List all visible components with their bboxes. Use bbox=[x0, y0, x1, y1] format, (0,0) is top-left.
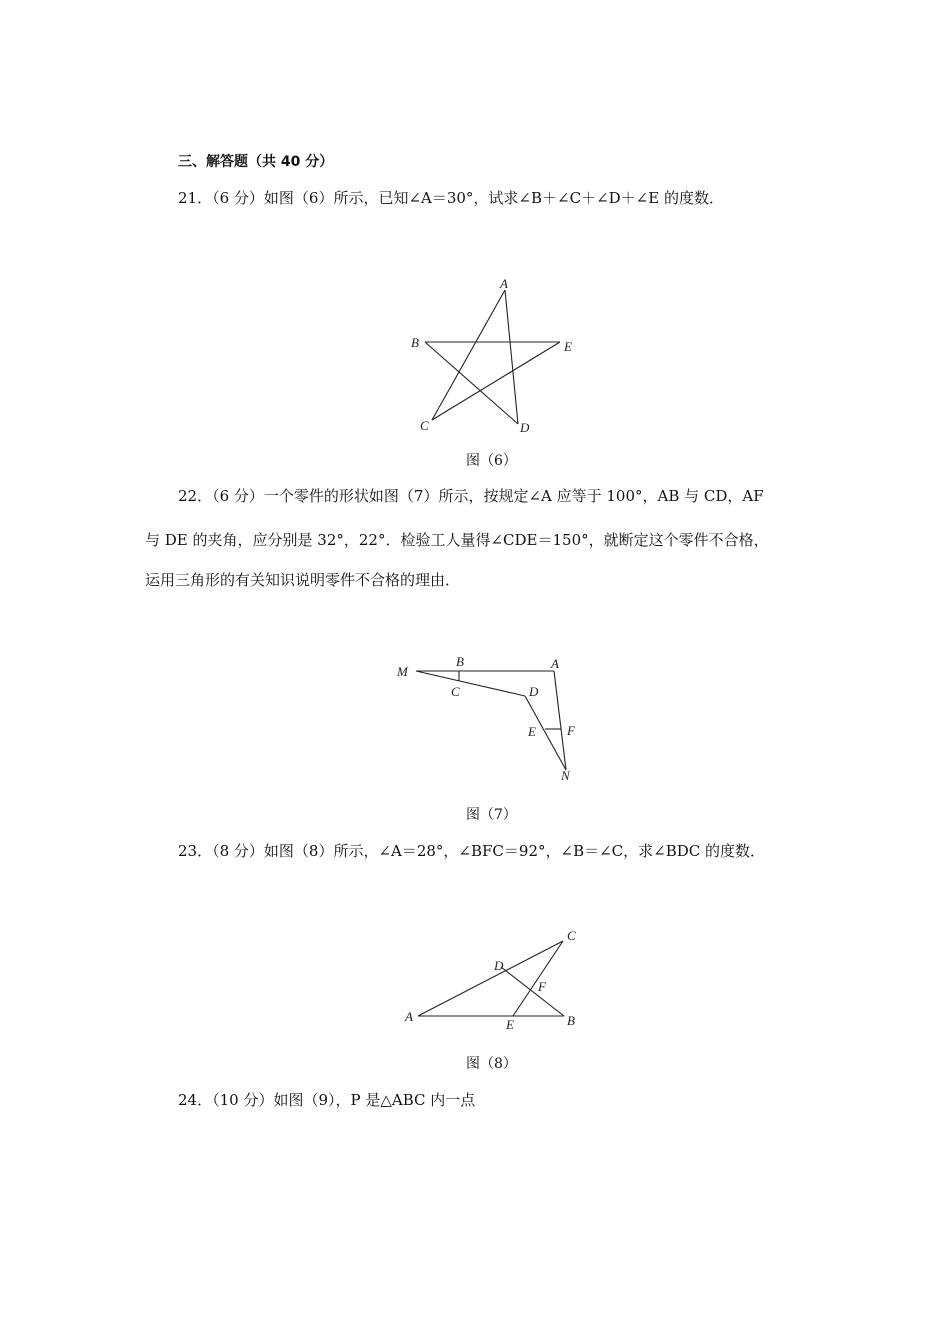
question-21-text: 21．（6 分）如图（6）所示，已知∠A＝30°，试求∠B＋∠C＋∠D＋∠E 的度数． bbox=[178, 189, 724, 207]
section-heading: 三、解答题（共 40 分） bbox=[178, 154, 334, 170]
figure-7-part bbox=[390, 650, 590, 790]
segment-AD bbox=[505, 290, 518, 424]
label-A: A bbox=[405, 1009, 413, 1024]
label-C: C bbox=[451, 684, 460, 699]
label-F: F bbox=[538, 979, 546, 994]
segment-AC bbox=[432, 290, 505, 420]
segment-AN bbox=[554, 671, 566, 770]
figure-8-triangle bbox=[400, 925, 590, 1035]
question-22-line-1: 22．（6 分）一个零件的形状如图（7）所示，按规定∠A 应等于 100°，AB 与 CD，AF bbox=[178, 487, 764, 505]
segment-EC bbox=[432, 342, 560, 420]
label-M: M bbox=[397, 664, 408, 679]
label-C: C bbox=[567, 928, 576, 943]
figure-7-caption: 图（7） bbox=[466, 807, 517, 823]
label-E: E bbox=[506, 1017, 514, 1032]
segment-MD bbox=[416, 671, 525, 696]
segment-DB bbox=[501, 967, 564, 1016]
label-E: E bbox=[528, 724, 536, 739]
label-D: D bbox=[494, 958, 504, 973]
label-A: A bbox=[500, 276, 508, 291]
label-C: C bbox=[420, 418, 429, 433]
segment-BD bbox=[425, 342, 518, 424]
question-22-line-2: 与 DE 的夹角，应分别是 32°，22°．检验工人量得∠CDE＝150°，就断定这个零件不合格， bbox=[145, 531, 769, 549]
question-22-line-3: 运用三角形的有关知识说明零件不合格的理由． bbox=[145, 571, 461, 589]
label-B: B bbox=[411, 335, 419, 350]
label-N: N bbox=[561, 768, 570, 783]
label-D: D bbox=[529, 684, 539, 699]
label-B: B bbox=[567, 1013, 575, 1028]
figure-6-star bbox=[400, 270, 590, 440]
label-F: F bbox=[567, 723, 575, 738]
label-A: A bbox=[551, 656, 559, 671]
question-24-text: 24．（10 分）如图（9），P 是△ABC 内一点 bbox=[178, 1091, 476, 1109]
question-23-text: 23．（8 分）如图（8）所示，∠A＝28°，∠BFC＝92°，∠B＝∠C，求∠BDC 的度数． bbox=[178, 842, 765, 860]
figure-8-caption: 图（8） bbox=[466, 1056, 517, 1072]
label-B: B bbox=[456, 654, 464, 669]
figure-6-caption: 图（6） bbox=[466, 453, 517, 469]
label-D: D bbox=[520, 420, 530, 435]
label-E: E bbox=[564, 339, 572, 354]
